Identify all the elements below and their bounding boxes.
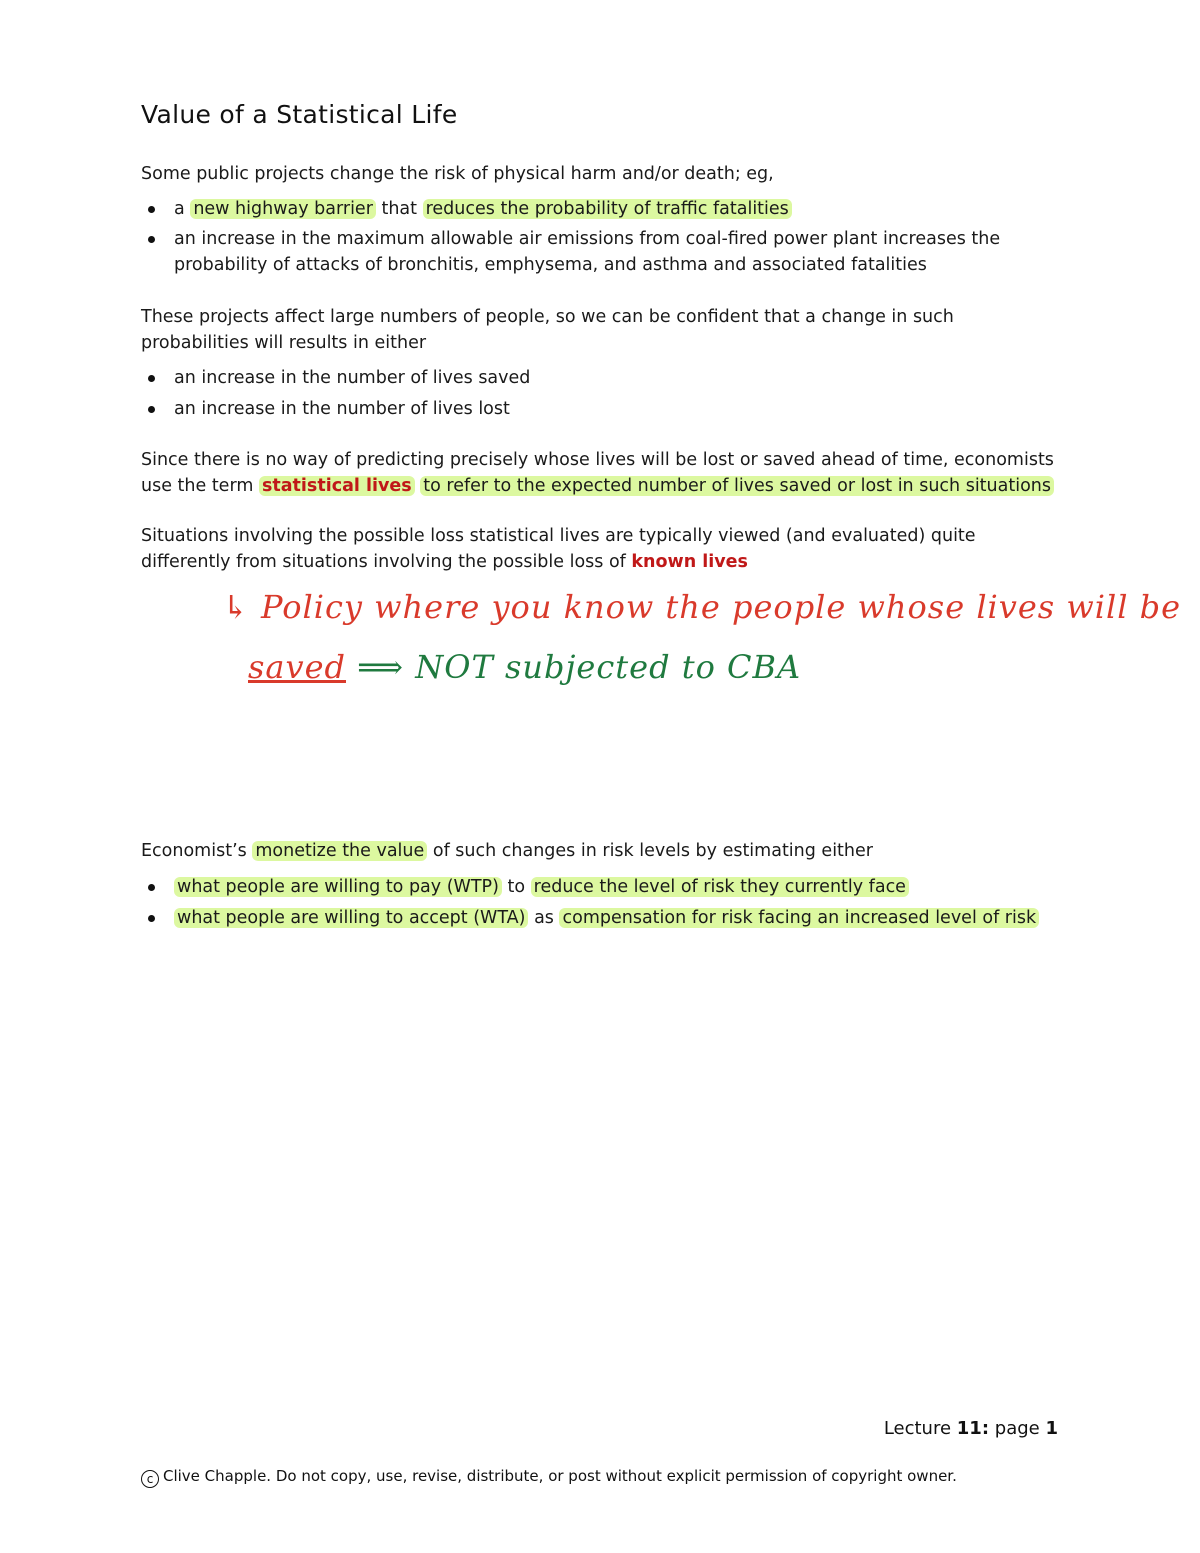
highlight: new highway barrier xyxy=(190,199,376,219)
paragraph: These projects affect large numbers of people, so we can be confident that a change in such probabilities will results in either xyxy=(141,307,954,353)
highlight: reduce the level of risk they currently face xyxy=(531,877,909,897)
handwritten-saved: saved xyxy=(248,648,346,686)
copyright-notice xyxy=(141,1467,957,1488)
highlight: monetize the value xyxy=(252,841,427,861)
handwritten-conclusion: ⟹ NOT subjected to CBA xyxy=(357,648,802,686)
highlight: to refer to the expected number of lives saved or lost in such situations xyxy=(420,476,1054,496)
bullet-text: an increase in the number of lives saved xyxy=(174,368,531,388)
bullet-icon xyxy=(148,406,155,413)
highlight: compensation for risk facing an increased level of risk xyxy=(559,908,1039,928)
bullet-icon xyxy=(148,375,155,382)
paragraph xyxy=(141,447,1061,499)
bullet-icon xyxy=(148,915,155,922)
handwritten-note xyxy=(248,648,801,686)
list-item xyxy=(148,226,1060,278)
paragraph xyxy=(141,523,1061,575)
page-label: page xyxy=(994,1418,1040,1439)
paragraph-text: Situations involving the possible loss statistical lives are typically viewed (and evaluated) quite differently from situations involving the possible loss of xyxy=(141,526,976,572)
paragraph-text: Since there is no way of predicting precisely whose lives will be lost or saved ahead of time, economists use the term xyxy=(141,450,1054,496)
intro-paragraph: Some public projects change the risk of physical harm and/or death; eg, xyxy=(141,164,774,184)
bullet-text: as xyxy=(534,908,554,928)
highlight: reduces the probability of traffic fatalities xyxy=(423,199,792,219)
lecture-label: Lecture xyxy=(883,1418,952,1439)
list-item xyxy=(148,365,1060,391)
bullet-icon xyxy=(148,236,155,243)
copyright-text: Clive Chapple. Do not copy, use, revise, distribute, or post without explicit permission of copyright owner. xyxy=(163,1467,957,1485)
paragraph-text: of such changes in risk levels by estimating either xyxy=(432,841,873,861)
list-item xyxy=(148,905,1060,931)
term-known-lives: known lives xyxy=(631,552,748,572)
page-title: Value of a Statistical Life xyxy=(141,100,458,129)
bullet-text: an increase in the number of lives lost xyxy=(174,399,510,419)
term-statistical-lives: statistical lives xyxy=(259,476,415,496)
bullet-text: an increase in the maximum allowable air emissions from coal-fired power plant increases the probability of attacks of bronchitis, emphysema, and asthma and associated fatalities xyxy=(174,229,1001,275)
list-item xyxy=(148,396,1060,422)
page-number xyxy=(884,1418,1058,1439)
copyright-icon: c xyxy=(141,1470,159,1488)
bullet-icon xyxy=(148,884,155,891)
paragraph xyxy=(141,838,1061,864)
paragraph-text: Economist’s xyxy=(141,841,247,861)
list-item xyxy=(148,874,1060,900)
bullet-text: that xyxy=(381,199,418,219)
bullet-text: to xyxy=(507,877,526,897)
lecture-number: 11: xyxy=(956,1418,990,1439)
bullet-text: a xyxy=(174,199,185,219)
bullet-icon xyxy=(148,206,155,213)
page-num: 1 xyxy=(1045,1418,1058,1439)
highlight: what people are willing to accept (WTA) xyxy=(174,908,528,928)
handwritten-note: ↳ Policy where you know the people whose lives will be xyxy=(222,588,1182,626)
list-item xyxy=(148,196,1060,222)
highlight: what people are willing to pay (WTP) xyxy=(174,877,502,897)
